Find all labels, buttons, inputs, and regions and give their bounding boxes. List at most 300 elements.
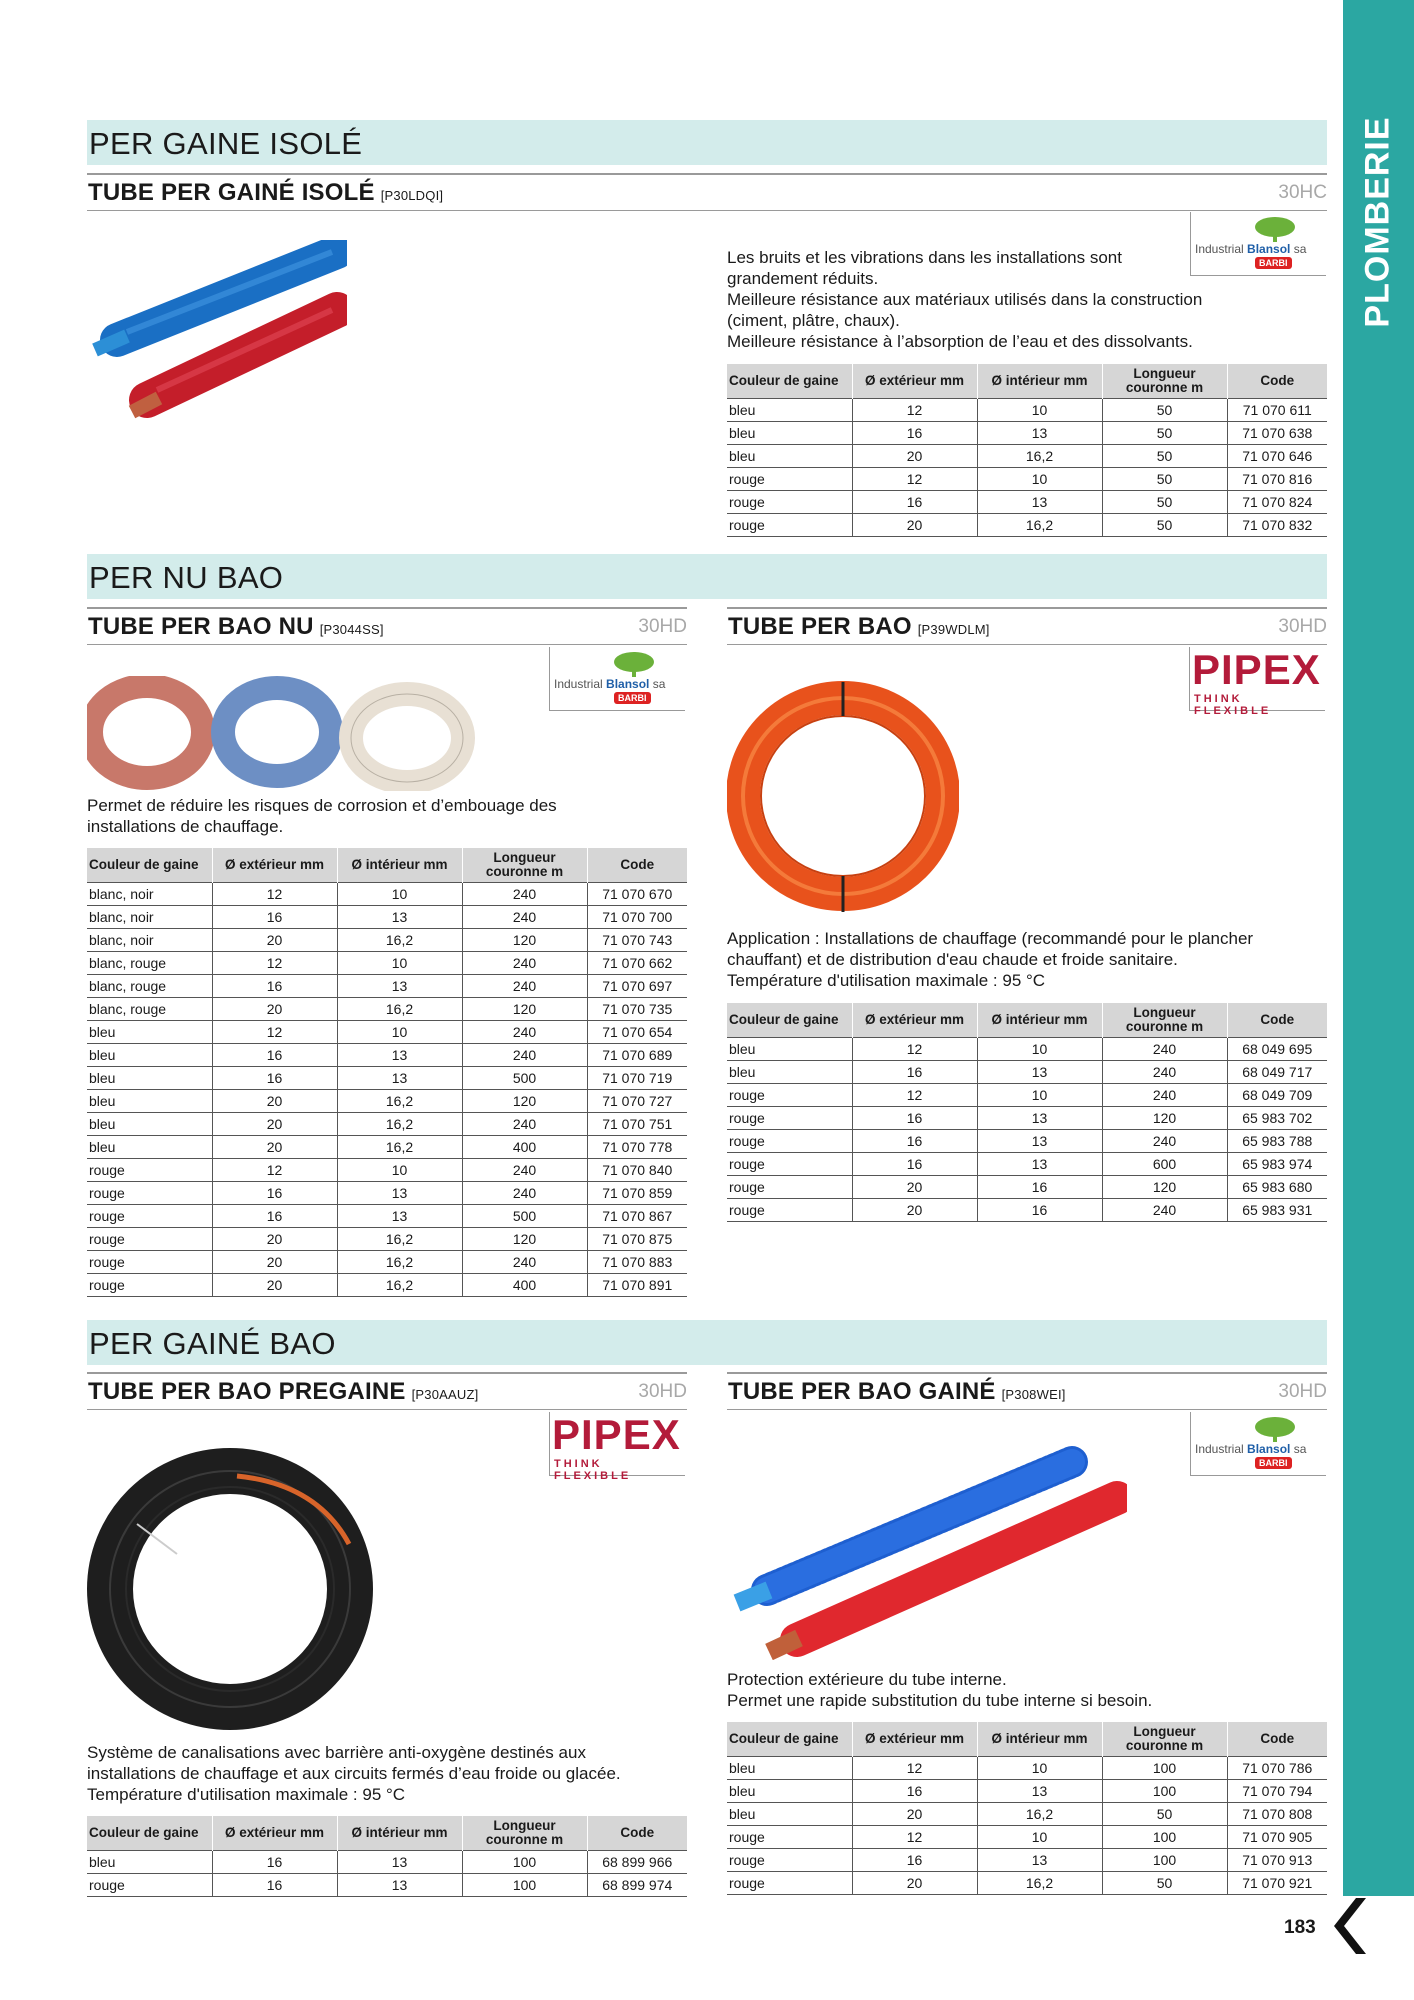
cell-longueur: 240: [462, 882, 587, 905]
header-code: Code: [587, 1816, 687, 1850]
insulated-per-tube-image: [87, 240, 347, 430]
cell-couleur: bleu: [87, 1850, 212, 1873]
cell-exterieur: 12: [852, 1756, 977, 1779]
cell-code: 71 070 891: [587, 1273, 687, 1296]
cell-exterieur: 16: [852, 490, 977, 513]
cell-interieur: 16,2: [337, 1273, 462, 1296]
cell-longueur: 100: [462, 1873, 587, 1896]
table-row: [87, 905, 687, 928]
table-row: [87, 974, 687, 997]
table-header-row: [87, 1816, 687, 1850]
cell-interieur: 10: [337, 1020, 462, 1043]
cell-exterieur: 16: [212, 1043, 337, 1066]
cell-longueur: 50: [1102, 490, 1227, 513]
product-name: TUBE PER BAO: [728, 613, 912, 640]
cell-couleur: rouge: [727, 1871, 852, 1894]
cell-interieur: 16,2: [337, 928, 462, 951]
table-row: [87, 1273, 687, 1296]
blansol-name: Blansol: [1247, 1442, 1291, 1456]
cell-couleur: bleu: [87, 1043, 212, 1066]
cell-interieur: 13: [337, 1873, 462, 1896]
cell-exterieur: 20: [852, 1175, 977, 1198]
header-interieur: Ø intérieur mm: [977, 1722, 1102, 1756]
per-coils-image: [87, 676, 477, 791]
cell-code: 71 070 875: [587, 1227, 687, 1250]
header-exterieur: Ø extérieur mm: [212, 848, 337, 882]
cell-code: 71 070 905: [1227, 1825, 1327, 1848]
blansol-logo: [549, 647, 685, 711]
table-p2: [87, 848, 687, 1297]
cell-couleur: bleu: [727, 1756, 852, 1779]
header-interieur: Ø intérieur mm: [977, 1003, 1102, 1037]
cell-code: 71 070 867: [587, 1204, 687, 1227]
cell-longueur: 240: [1102, 1060, 1227, 1083]
cell-code: 71 070 670: [587, 882, 687, 905]
table-row: [87, 1066, 687, 1089]
cell-longueur: 50: [1102, 513, 1227, 536]
cell-interieur: 16,2: [337, 1250, 462, 1273]
table-row: [87, 1250, 687, 1273]
cell-code: 71 070 786: [1227, 1756, 1327, 1779]
cell-exterieur: 12: [212, 1020, 337, 1043]
header-longueur: Longueur couronne m: [1102, 1003, 1227, 1037]
product-ref: [P308WEI]: [1001, 1387, 1066, 1402]
cell-interieur: 10: [337, 1158, 462, 1181]
table-row: [87, 1135, 687, 1158]
product-ref: [P30AAUZ]: [411, 1387, 479, 1402]
header-interieur: Ø intérieur mm: [337, 1816, 462, 1850]
table-p5: [727, 1722, 1327, 1895]
table-row: [87, 928, 687, 951]
product-title-p1: [87, 173, 1327, 211]
cell-couleur: rouge: [727, 467, 852, 490]
table-row: [87, 1873, 687, 1896]
cell-interieur: 16,2: [337, 1112, 462, 1135]
cell-exterieur: 12: [852, 1037, 977, 1060]
cell-code: 68 899 966: [587, 1850, 687, 1873]
table-row: [87, 1204, 687, 1227]
product-ref: [P30LDQI]: [380, 188, 444, 203]
cell-interieur: 16,2: [977, 1802, 1102, 1825]
cell-longueur: 50: [1102, 398, 1227, 421]
cell-couleur: blanc, rouge: [87, 997, 212, 1020]
cell-couleur: blanc, rouge: [87, 951, 212, 974]
table-header-row: [727, 364, 1327, 398]
cell-code: 65 983 931: [1227, 1198, 1327, 1221]
description-line: chauffant) et de distribution d'eau chaude et froide sanitaire.: [727, 950, 1178, 969]
cell-interieur: 13: [337, 1043, 462, 1066]
table-row: [87, 1181, 687, 1204]
table-header-row: [727, 1722, 1327, 1756]
pipex-logo: [549, 1411, 685, 1482]
cell-couleur: rouge: [727, 490, 852, 513]
cell-couleur: blanc, noir: [87, 928, 212, 951]
header-exterieur: Ø extérieur mm: [852, 1722, 977, 1756]
header-interieur: Ø intérieur mm: [337, 848, 462, 882]
table-row: [87, 1089, 687, 1112]
header-exterieur: Ø extérieur mm: [852, 1003, 977, 1037]
product-ref: [P3044SS]: [319, 622, 384, 637]
cell-longueur: 500: [462, 1204, 587, 1227]
blansol-prefix: Industrial: [1195, 242, 1248, 256]
cell-couleur: blanc, rouge: [87, 974, 212, 997]
page-arrow-icon: [1326, 1896, 1366, 1956]
header-couleur: Couleur de gaine: [727, 364, 852, 398]
header-interieur: Ø intérieur mm: [977, 364, 1102, 398]
table-row: [727, 1083, 1327, 1106]
header-couleur: Couleur de gaine: [727, 1722, 852, 1756]
cell-interieur: 10: [977, 398, 1102, 421]
header-longueur: Longueur couronne m: [1102, 1722, 1227, 1756]
table-row: [727, 1198, 1327, 1221]
cell-interieur: 16,2: [977, 1871, 1102, 1894]
pipex-name: PIPEX: [1192, 646, 1321, 693]
cell-longueur: 240: [462, 905, 587, 928]
cell-interieur: 13: [977, 1848, 1102, 1871]
pipex-tagline: THINK FLEXIBLE: [554, 1458, 632, 1482]
table-row: [727, 1037, 1327, 1060]
table-row: [87, 1112, 687, 1135]
cell-couleur: bleu: [87, 1066, 212, 1089]
cell-code: 71 070 689: [587, 1043, 687, 1066]
table-row: [87, 882, 687, 905]
cell-code: 65 983 974: [1227, 1152, 1327, 1175]
cell-exterieur: 16: [852, 1106, 977, 1129]
cell-interieur: 13: [977, 490, 1102, 513]
cell-code: 71 070 743: [587, 928, 687, 951]
cell-code: 71 070 840: [587, 1158, 687, 1181]
cell-exterieur: 20: [852, 1802, 977, 1825]
cell-interieur: 16,2: [337, 1089, 462, 1112]
table-row: [727, 490, 1327, 513]
cell-exterieur: 20: [212, 1273, 337, 1296]
cell-code: 71 070 646: [1227, 444, 1327, 467]
section-heading-nu: PER NU BAO: [87, 554, 1327, 599]
cell-couleur: rouge: [87, 1250, 212, 1273]
blansol-suffix: sa: [1290, 1442, 1307, 1456]
cell-interieur: 10: [977, 1037, 1102, 1060]
header-longueur: Longueur couronne m: [462, 848, 587, 882]
cell-longueur: 240: [1102, 1037, 1227, 1060]
cell-code: 71 070 700: [587, 905, 687, 928]
blansol-suffix: sa: [649, 677, 666, 691]
cell-exterieur: 12: [212, 882, 337, 905]
description-line: installations de chauffage.: [87, 817, 284, 836]
cell-exterieur: 20: [852, 513, 977, 536]
cell-code: 68 049 717: [1227, 1060, 1327, 1083]
cell-interieur: 13: [337, 974, 462, 997]
cell-couleur: rouge: [727, 1848, 852, 1871]
cell-longueur: 120: [462, 1227, 587, 1250]
cell-exterieur: 20: [212, 1227, 337, 1250]
description-line: Protection extérieure du tube interne.: [727, 1670, 1007, 1689]
cell-interieur: 16: [977, 1198, 1102, 1221]
cell-code: 71 070 662: [587, 951, 687, 974]
blansol-prefix: Industrial: [1195, 1442, 1248, 1456]
cell-longueur: 400: [462, 1273, 587, 1296]
blansol-name: Blansol: [606, 677, 650, 691]
cell-code: 65 983 788: [1227, 1129, 1327, 1152]
cell-exterieur: 16: [212, 1066, 337, 1089]
pipex-name: PIPEX: [552, 1411, 681, 1458]
cell-couleur: rouge: [87, 1181, 212, 1204]
cell-interieur: 13: [977, 1779, 1102, 1802]
product-name: TUBE PER GAINÉ ISOLÉ: [88, 179, 375, 206]
cell-exterieur: 20: [852, 444, 977, 467]
blansol-suffix: sa: [1290, 242, 1307, 256]
cell-exterieur: 16: [212, 1181, 337, 1204]
product-name: TUBE PER BAO PREGAINE: [88, 1378, 406, 1405]
cell-code: 71 070 654: [587, 1020, 687, 1043]
table-row: [727, 421, 1327, 444]
header-code: Code: [1227, 364, 1327, 398]
cell-code: 71 070 808: [1227, 1802, 1327, 1825]
tree-icon: [1253, 216, 1297, 242]
product-ref: [P39WDLM]: [917, 622, 990, 637]
cell-couleur: rouge: [87, 1873, 212, 1896]
cell-longueur: 240: [462, 1043, 587, 1066]
cell-interieur: 10: [337, 951, 462, 974]
table-row: [727, 1825, 1327, 1848]
cell-longueur: 240: [1102, 1198, 1227, 1221]
cell-exterieur: 20: [212, 1250, 337, 1273]
tree-icon: [612, 651, 656, 677]
cell-code: 71 070 859: [587, 1181, 687, 1204]
cell-code: 71 070 611: [1227, 398, 1327, 421]
cell-longueur: 240: [1102, 1129, 1227, 1152]
cell-interieur: 16,2: [977, 444, 1102, 467]
cell-exterieur: 20: [212, 1089, 337, 1112]
table-row: [727, 1871, 1327, 1894]
table-row: [727, 1802, 1327, 1825]
table-row: [87, 1850, 687, 1873]
table-header-row: [727, 1003, 1327, 1037]
cell-longueur: 240: [462, 951, 587, 974]
table-row: [727, 1848, 1327, 1871]
cell-exterieur: 16: [212, 1873, 337, 1896]
cell-code: 68 049 695: [1227, 1037, 1327, 1060]
table-row: [727, 1152, 1327, 1175]
cell-code: 71 070 778: [587, 1135, 687, 1158]
cell-code: 71 070 719: [587, 1066, 687, 1089]
cell-code: 65 983 680: [1227, 1175, 1327, 1198]
description-line: Système de canalisations avec barrière anti-oxygène destinés aux: [87, 1743, 586, 1762]
cell-interieur: 13: [977, 1152, 1102, 1175]
barbi-badge: BARBI: [1255, 1457, 1292, 1469]
cell-longueur: 240: [462, 1158, 587, 1181]
cell-couleur: bleu: [727, 398, 852, 421]
cell-interieur: 16,2: [337, 1227, 462, 1250]
cell-couleur: rouge: [727, 1129, 852, 1152]
page-number: 183: [1284, 1917, 1316, 1938]
side-tab-label: PLOMBERIE: [1358, 116, 1397, 328]
header-exterieur: Ø extérieur mm: [212, 1816, 337, 1850]
cell-exterieur: 20: [212, 997, 337, 1020]
cell-longueur: 50: [1102, 1871, 1227, 1894]
cell-code: 71 070 735: [587, 997, 687, 1020]
table-row: [87, 1020, 687, 1043]
cell-longueur: 240: [462, 1250, 587, 1273]
cell-longueur: 120: [1102, 1175, 1227, 1198]
pipex-logo: [1189, 646, 1325, 717]
cell-code: 71 070 921: [1227, 1871, 1327, 1894]
header-couleur: Couleur de gaine: [87, 848, 212, 882]
cell-longueur: 240: [462, 1020, 587, 1043]
cell-couleur: bleu: [727, 1060, 852, 1083]
description-line: (ciment, plâtre, chaux).: [727, 311, 900, 330]
tree-icon: [1253, 1416, 1297, 1442]
table-row: [727, 1060, 1327, 1083]
description-line: Température d'utilisation maximale : 95 °C: [87, 1785, 406, 1804]
cell-code: 71 070 824: [1227, 490, 1327, 513]
description-line: Permet une rapide substitution du tube interne si besoin.: [727, 1691, 1153, 1710]
table-header-row: [87, 848, 687, 882]
cell-couleur: rouge: [87, 1227, 212, 1250]
cell-longueur: 120: [462, 1089, 587, 1112]
description-p2: [87, 795, 557, 837]
cell-exterieur: 20: [852, 1871, 977, 1894]
description-line: Application : Installations de chauffage (recommandé pour le plancher: [727, 929, 1254, 948]
cell-couleur: rouge: [727, 1175, 852, 1198]
table-row: [727, 1756, 1327, 1779]
cell-exterieur: 12: [852, 467, 977, 490]
cell-longueur: 100: [1102, 1848, 1227, 1871]
cell-exterieur: 20: [852, 1198, 977, 1221]
cell-longueur: 120: [462, 997, 587, 1020]
cell-interieur: 13: [337, 1850, 462, 1873]
cell-exterieur: 12: [852, 1083, 977, 1106]
cell-couleur: bleu: [87, 1089, 212, 1112]
section-heading-isole: PER GAINE ISOLÉ: [87, 120, 1327, 165]
cell-longueur: 120: [462, 928, 587, 951]
header-longueur: Longueur couronne m: [1102, 364, 1227, 398]
cell-interieur: 16,2: [977, 513, 1102, 536]
cell-couleur: bleu: [727, 1802, 852, 1825]
cell-couleur: rouge: [727, 1083, 852, 1106]
cell-exterieur: 16: [852, 1152, 977, 1175]
cell-code: 71 070 883: [587, 1250, 687, 1273]
cell-exterieur: 16: [852, 1848, 977, 1871]
cell-interieur: 13: [337, 1066, 462, 1089]
cell-couleur: rouge: [87, 1204, 212, 1227]
description-line: installations de chauffage et aux circuits fermés d’eau froide ou glacée.: [87, 1764, 621, 1783]
cell-code: 71 070 751: [587, 1112, 687, 1135]
header-code: Code: [1227, 1722, 1327, 1756]
cell-exterieur: 12: [212, 951, 337, 974]
cell-interieur: 10: [977, 1083, 1102, 1106]
header-code: Code: [587, 848, 687, 882]
cell-longueur: 50: [1102, 467, 1227, 490]
table-p1: [727, 364, 1327, 537]
cell-exterieur: 16: [212, 1204, 337, 1227]
description-p5: [727, 1669, 1152, 1711]
product-title-p5: [727, 1372, 1327, 1410]
cell-couleur: blanc, noir: [87, 905, 212, 928]
cell-interieur: 16,2: [337, 997, 462, 1020]
cell-couleur: rouge: [87, 1273, 212, 1296]
cell-code: 71 070 913: [1227, 1848, 1327, 1871]
cell-code: 68 049 709: [1227, 1083, 1327, 1106]
table-row: [727, 1106, 1327, 1129]
description-line: Meilleure résistance à l’absorption de l’eau et des dissolvants.: [727, 332, 1193, 351]
cell-couleur: rouge: [727, 1106, 852, 1129]
cell-interieur: 10: [977, 1825, 1102, 1848]
table-row: [87, 1043, 687, 1066]
cell-code: 71 070 638: [1227, 421, 1327, 444]
cell-code: 71 070 697: [587, 974, 687, 997]
product-code: 30HD: [1278, 1381, 1327, 1402]
cell-code: 68 899 974: [587, 1873, 687, 1896]
table-row: [87, 997, 687, 1020]
table-p4: [87, 1816, 687, 1897]
cell-couleur: rouge: [727, 513, 852, 536]
cell-couleur: bleu: [87, 1112, 212, 1135]
table-row: [87, 951, 687, 974]
cell-longueur: 100: [1102, 1756, 1227, 1779]
cell-longueur: 240: [462, 974, 587, 997]
cell-interieur: 16,2: [337, 1135, 462, 1158]
product-title-p3: [727, 607, 1327, 645]
cell-interieur: 13: [337, 1204, 462, 1227]
cell-couleur: blanc, noir: [87, 882, 212, 905]
cell-exterieur: 16: [212, 974, 337, 997]
cell-exterieur: 20: [212, 1135, 337, 1158]
cell-interieur: 13: [977, 1129, 1102, 1152]
barbi-badge: BARBI: [1255, 257, 1292, 269]
cell-longueur: 240: [462, 1112, 587, 1135]
cell-longueur: 100: [1102, 1779, 1227, 1802]
cell-interieur: 13: [337, 905, 462, 928]
cell-longueur: 240: [1102, 1083, 1227, 1106]
cell-interieur: 13: [977, 421, 1102, 444]
table-row: [727, 398, 1327, 421]
product-code: 30HC: [1278, 182, 1327, 203]
header-couleur: Couleur de gaine: [87, 1816, 212, 1850]
product-name: TUBE PER BAO GAINÉ: [728, 1378, 996, 1405]
description-line: grandement réduits.: [727, 269, 879, 288]
description-line: Température d'utilisation maximale : 95 °C: [727, 971, 1046, 990]
table-row: [727, 1129, 1327, 1152]
cell-exterieur: 16: [852, 1779, 977, 1802]
product-code: 30HD: [638, 1381, 687, 1402]
blansol-logo: [1190, 212, 1326, 276]
cell-exterieur: 16: [212, 1850, 337, 1873]
cell-code: 71 070 727: [587, 1089, 687, 1112]
cell-exterieur: 16: [852, 1060, 977, 1083]
table-p3: [727, 1003, 1327, 1222]
cell-code: 71 070 832: [1227, 513, 1327, 536]
cell-couleur: bleu: [727, 421, 852, 444]
cell-longueur: 50: [1102, 444, 1227, 467]
cell-longueur: 50: [1102, 421, 1227, 444]
description-line: Permet de réduire les risques de corrosion et d’embouage des: [87, 796, 557, 815]
cell-interieur: 10: [337, 882, 462, 905]
header-exterieur: Ø extérieur mm: [852, 364, 977, 398]
cell-couleur: rouge: [727, 1198, 852, 1221]
cell-couleur: bleu: [727, 444, 852, 467]
cell-couleur: bleu: [87, 1020, 212, 1043]
description-p3: [727, 928, 1253, 991]
table-row: [727, 444, 1327, 467]
description-line: Les bruits et les vibrations dans les installations sont: [727, 248, 1122, 267]
cell-longueur: 50: [1102, 1802, 1227, 1825]
orange-per-coil-image: [727, 678, 959, 918]
cell-longueur: 240: [462, 1181, 587, 1204]
blansol-name: Blansol: [1247, 242, 1291, 256]
product-code: 30HD: [1278, 616, 1327, 637]
cell-exterieur: 12: [852, 398, 977, 421]
cell-exterieur: 20: [212, 928, 337, 951]
